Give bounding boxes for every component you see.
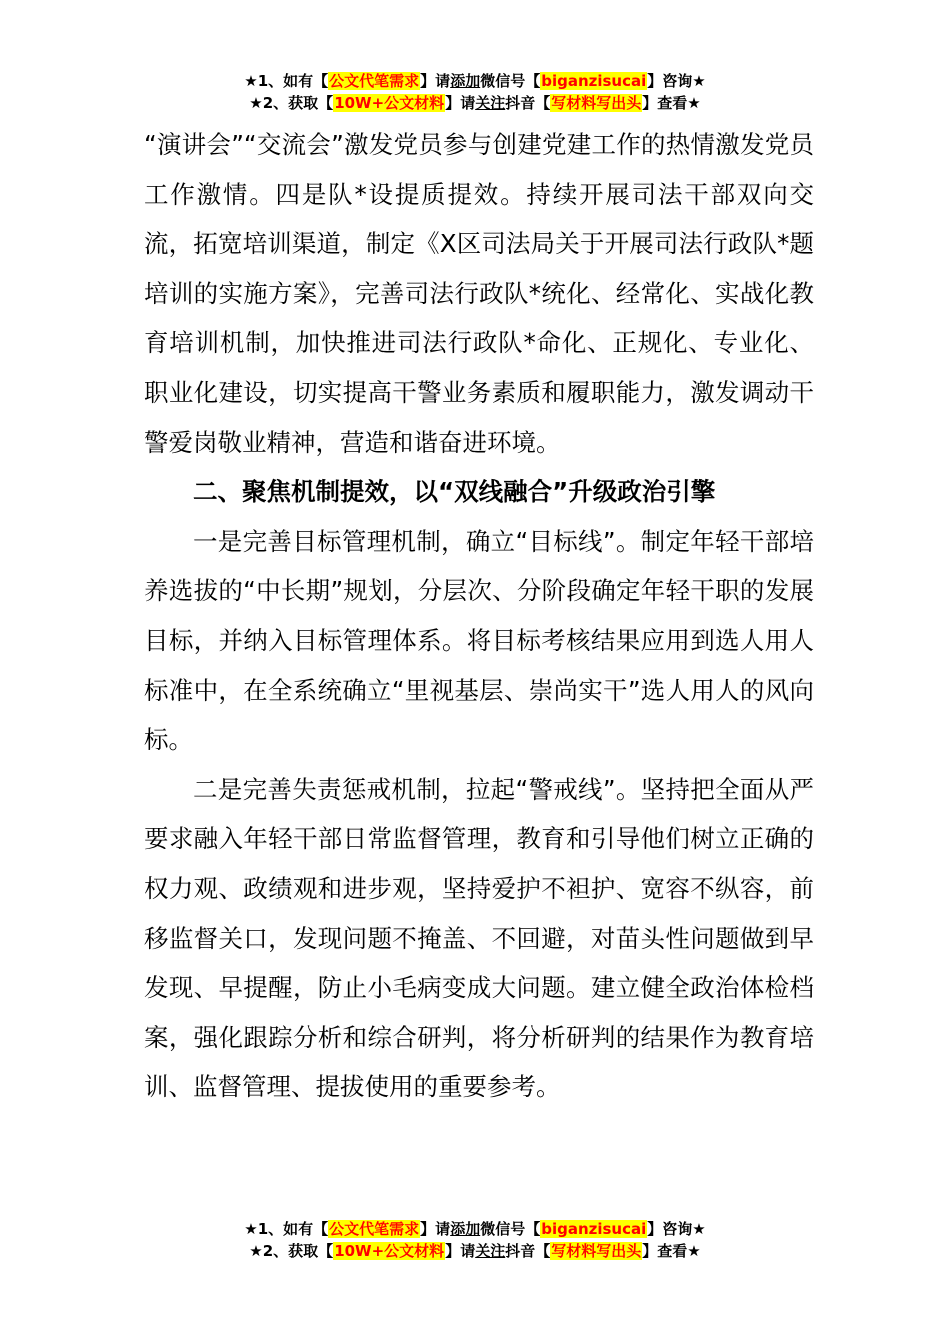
banner-line-1 bbox=[0, 1218, 950, 1240]
banner-highlight: 10W+公文材料 bbox=[334, 1242, 445, 1260]
banner-text: 抖音【 bbox=[505, 1242, 551, 1260]
banner-highlight: 写材料写出头 bbox=[551, 94, 642, 112]
banner-text: 】请 bbox=[420, 1220, 451, 1238]
banner-text: 】查看★ bbox=[642, 94, 701, 112]
banner-highlight: 公文代笔需求 bbox=[329, 1220, 420, 1238]
banner-text: 】请 bbox=[445, 94, 476, 112]
banner-text: ★1、如有【 bbox=[244, 1220, 329, 1238]
paragraph-target-line: 一是完善目标管理机制，确立“目标线”。制定年轻干部培养选拔的“中长期”规划，分层次、分阶段确定年轻干职的发展目标，并纳入目标管理体系。将目标考核结果应用到选人用人标准中，在全系统确立“里视基层、崇尚实干”选人用人的风向标。 bbox=[144, 526, 814, 755]
banner-highlight: 写材料写出头 bbox=[551, 1242, 642, 1260]
banner-text: ★2、获取【 bbox=[249, 1242, 334, 1260]
section-heading: 二、聚焦机制提效，以“双线融合”升级政治引擎 bbox=[193, 477, 716, 507]
footer-banner bbox=[0, 1218, 950, 1262]
banner-text: 微信号【 bbox=[480, 1220, 541, 1238]
paragraph-continuation: “演讲会”“交流会”激发党员参与创建党建工作的热情激发党员工作激情。四是队*设提质提效。持续开展司法干部双向交流，拓宽培训渠道，制定《X区司法局关于开展司法行政队*题培训的实施方案》，完善司法行政队*统化、经常化、实战化教育培训机制，加快推进司法行政队*命化、正规化、专业化、职业化建设，切实提高干警业务素质和履职能力，激发调动干警爱岗敬业精神，营造和谐奋进环境。 bbox=[144, 130, 814, 457]
banner-text: ★2、获取【 bbox=[249, 94, 334, 112]
banner-underlined-text: 关注 bbox=[475, 94, 506, 112]
banner-highlight: 10W+公文材料 bbox=[334, 94, 445, 112]
banner-text: 】咨询★ bbox=[647, 1220, 706, 1238]
banner-text: 】请 bbox=[420, 72, 451, 90]
banner-text: ★1、如有【 bbox=[244, 72, 329, 90]
banner-text: 】请 bbox=[445, 1242, 476, 1260]
banner-text: 抖音【 bbox=[505, 94, 551, 112]
banner-line-1 bbox=[0, 70, 950, 92]
banner-underlined-text: 添加 bbox=[450, 72, 481, 90]
banner-text: 微信号【 bbox=[480, 72, 541, 90]
paragraph-warning-line: 二是完善失责惩戒机制，拉起“警戒线”。坚持把全面从严要求融入年轻干部日常监督管理，教育和引导他们树立正确的权力观、政绩观和进步观，坚持爱护不袒护、宽容不纵容，前移监督关口，发现问题不掩盖、不回避，对苗头性问题做到早发现、早提醒，防止小毛病变成大问题。建立健全政治体检档案，强化跟踪分析和综合研判，将分析研判的结果作为教育培训、监督管理、提拔使用的重要参考。 bbox=[144, 774, 814, 1102]
banner-highlight: 公文代笔需求 bbox=[329, 72, 420, 90]
banner-highlight: biganzisucai bbox=[541, 72, 647, 90]
banner-line-2 bbox=[0, 92, 950, 114]
banner-line-2 bbox=[0, 1240, 950, 1262]
header-banner bbox=[0, 70, 950, 114]
document-body bbox=[144, 120, 814, 1112]
banner-text: 】咨询★ bbox=[647, 72, 706, 90]
banner-highlight: biganzisucai bbox=[541, 1220, 647, 1238]
banner-text: 】查看★ bbox=[642, 1242, 701, 1260]
banner-underlined-text: 关注 bbox=[475, 1242, 506, 1260]
banner-underlined-text: 添加 bbox=[450, 1220, 481, 1238]
